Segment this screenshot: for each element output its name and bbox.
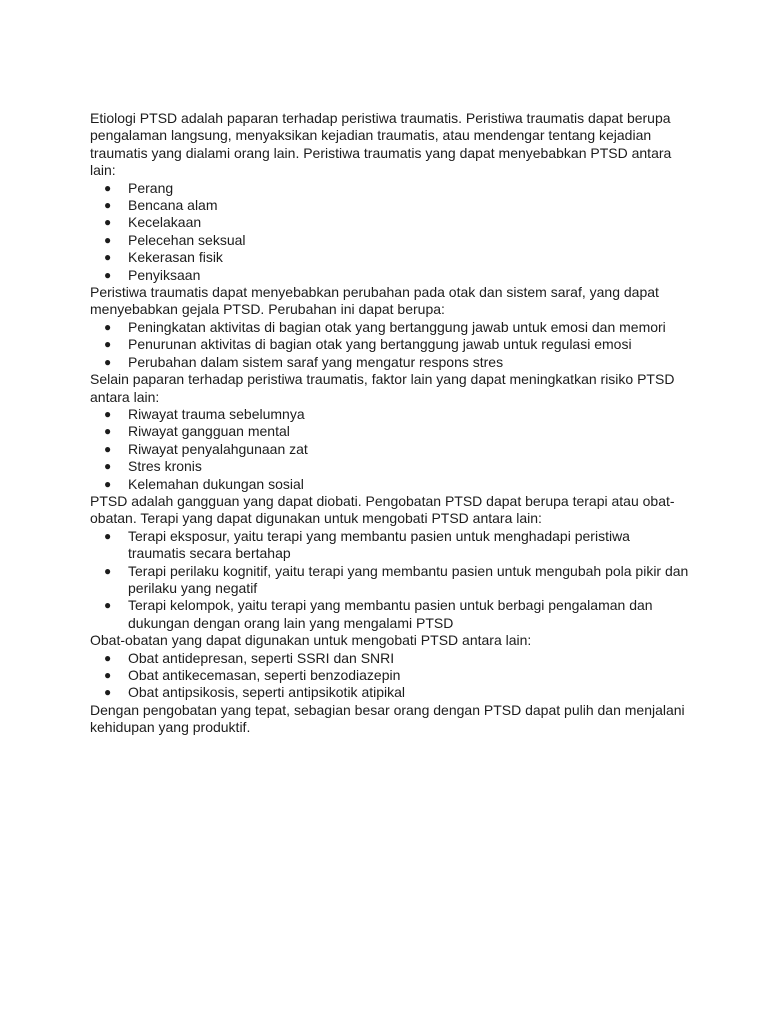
list-item: ● Perubahan dalam sistem saraf yang mengatur respons stres bbox=[104, 353, 504, 370]
paragraph-brain-changes: Peristiwa traumatis dapat menyebabkan perubahan pada otak dan sistem saraf, yang dapat menyebabkan gejala PTSD. Perubahan ini dapat berupa: bbox=[90, 284, 659, 318]
bullet-icon: ● bbox=[104, 198, 112, 213]
list-brain-changes bbox=[90, 319, 690, 371]
list-item: ● Perang bbox=[104, 179, 174, 196]
list-item: ● Stres kronis bbox=[104, 458, 202, 475]
bullet-icon: ● bbox=[104, 528, 112, 543]
bullet-icon: ● bbox=[104, 459, 112, 474]
bullet-icon: ● bbox=[104, 267, 112, 282]
list-item: ● Peningkatan aktivitas di bagian otak yang bertanggung jawab untuk emosi dan memori bbox=[104, 318, 666, 335]
bullet-icon: ● bbox=[104, 319, 112, 334]
bullet-icon: ● bbox=[104, 598, 112, 613]
bullet-icon: ● bbox=[104, 424, 112, 439]
paragraph-medication: Obat-obatan yang dapat digunakan untuk mengobati PTSD antara lain: bbox=[90, 632, 532, 649]
list-item: ● Penyiksaan bbox=[104, 266, 201, 283]
bullet-icon: ● bbox=[104, 685, 112, 700]
bullet-icon: ● bbox=[104, 354, 112, 369]
list-item: ● Kecelakaan bbox=[104, 214, 202, 231]
bullet-icon: ● bbox=[104, 650, 112, 665]
list-item: ● Riwayat trauma sebelumnya bbox=[104, 405, 305, 422]
list-item: ● Pelecehan seksual bbox=[104, 231, 246, 248]
paragraph-therapy: PTSD adalah gangguan yang dapat diobati. Pengobatan PTSD dapat berupa terapi atau obat-obatan. Terapi yang dapat digunakan untuk mengobati PTSD antara lain: bbox=[90, 492, 675, 527]
list-traumatic-events bbox=[90, 180, 690, 284]
bullet-icon: ● bbox=[104, 337, 112, 352]
bullet-icon: ● bbox=[104, 441, 112, 456]
bullet-icon: ● bbox=[104, 215, 112, 230]
list-therapies bbox=[90, 528, 690, 632]
list-item: ● Terapi kelompok, yaitu terapi yang membantu pasien untuk berbagi pengalaman dan dukungan dengan orang lain yang mengalami PTSD bbox=[104, 597, 653, 631]
list-risk-factors bbox=[90, 406, 690, 493]
bullet-icon: ● bbox=[104, 476, 112, 491]
bullet-icon: ● bbox=[104, 406, 112, 421]
bullet-icon: ● bbox=[104, 563, 112, 578]
bullet-icon: ● bbox=[104, 668, 112, 682]
list-item: ● Kekerasan fisik bbox=[104, 249, 223, 266]
bullet-icon: ● bbox=[104, 250, 112, 265]
paragraph-conclusion: Dengan pengobatan yang tepat, sebagian besar orang dengan PTSD dapat pulih dan menjalani kehidupan yang produktif. bbox=[90, 701, 685, 736]
paragraph-etiologi: Etiologi PTSD adalah paparan terhadap peristiwa traumatis. Peristiwa traumatis dapat berupa pengalaman langsung, menyaksikan kejadian traumatis, atau mendengar tentang kejadian traumatis yang dialami orang lain. Peristiwa traumatis yang dapat menyebabkan PTSD antara lain: bbox=[90, 110, 672, 179]
list-item: ● Kelemahan dukungan sosial bbox=[104, 475, 304, 492]
list-medications bbox=[90, 650, 690, 702]
paragraph-risk-factors: Selain paparan terhadap peristiwa traumatis, faktor lain yang dapat meningkatkan risiko PTSD antara lain: bbox=[90, 371, 675, 405]
list-item: ● Riwayat gangguan mental bbox=[104, 423, 290, 440]
list-item: ● Terapi eksposur, yaitu terapi yang membantu pasien untuk menghadapi peristiwa traumatis secara bertahap bbox=[104, 527, 630, 562]
list-item: ● Obat antipsikosis, seperti antipsikotik atipikal bbox=[104, 684, 406, 701]
list-item: ● Obat antidepresan, seperti SSRI dan SNRI bbox=[104, 649, 395, 666]
document-page bbox=[90, 110, 690, 737]
list-item: ● Terapi perilaku kognitif, yaitu terapi yang membantu pasien untuk mengubah pola pikir dan perilaku yang negatif bbox=[104, 562, 689, 596]
bullet-icon: ● bbox=[104, 232, 112, 247]
list-item: ● Bencana alam bbox=[104, 197, 218, 214]
list-item: ● Penurunan aktivitas di bagian otak yang bertanggung jawab untuk regulasi emosi bbox=[104, 336, 632, 353]
list-item: ● Obat antikecemasan, seperti benzodiazepin bbox=[104, 667, 401, 683]
list-item: ● Riwayat penyalahgunaan zat bbox=[104, 440, 308, 457]
bullet-icon: ● bbox=[104, 180, 112, 195]
